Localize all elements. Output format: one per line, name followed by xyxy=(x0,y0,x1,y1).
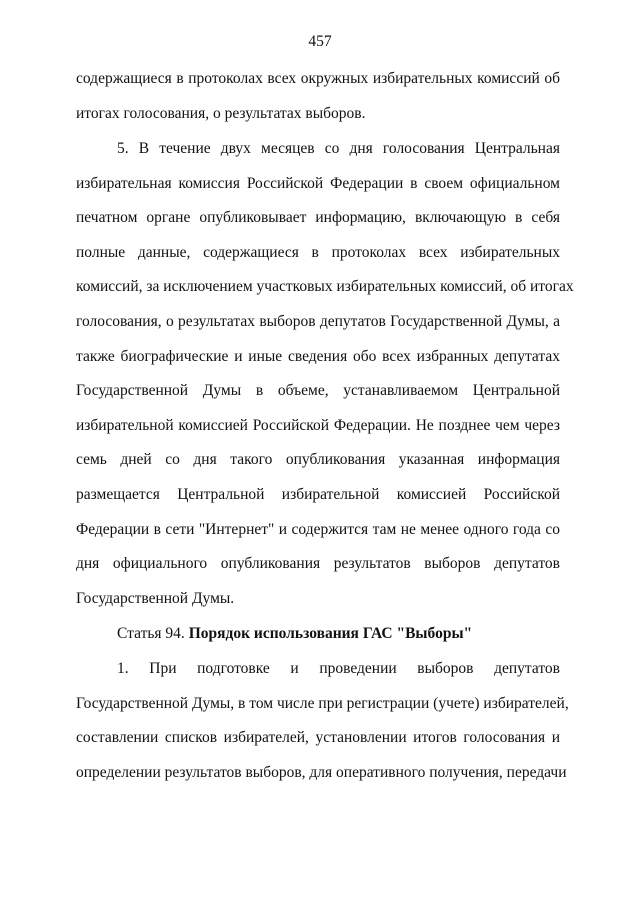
text-line: Федерации в сети "Интернет" и содержится там не менее одного года со xyxy=(76,520,560,538)
text-line: 1. При подготовке и проведении выборов депутатов xyxy=(117,660,560,677)
text-line: полные данные, содержащиеся в протоколах всех избирательных xyxy=(76,243,560,261)
text-line: Государственной Думы. xyxy=(76,589,235,607)
text-line: комиссий, за исключением участковых избирательных комиссий, об итогах xyxy=(76,278,574,296)
text-line: избирательная комиссия Российской Федерации в своем официальном xyxy=(76,174,560,192)
text-line: Государственной Думы в объеме, устанавливаемом Центральной xyxy=(76,382,560,400)
text-line: голосования, о результатах выборов депутатов Государственной Думы, а xyxy=(76,312,560,330)
text-line: дня официального опубликования результатов выборов депутатов xyxy=(76,555,560,573)
article-heading-line xyxy=(76,617,560,652)
text-line: избирательной комиссией Российской Федерации. Не позднее чем через xyxy=(76,416,560,434)
text-line: 5. В течение двух месяцев со дня голосования Центральная xyxy=(117,140,560,157)
text-line: итогах голосования, о результатах выборов. xyxy=(76,104,366,122)
article-heading xyxy=(76,617,560,652)
article-title: Порядок использования ГАС "Выборы" xyxy=(188,625,473,642)
paragraph-1 xyxy=(76,652,569,790)
text-line: составлении списков избирателей, установлении итогов голосования и xyxy=(76,729,560,747)
page-number: 457 xyxy=(308,33,332,50)
text-line: семь дней со дня такого опубликования указанная информация xyxy=(76,451,560,469)
text-line: размещается Центральной избирательной комиссией Российской xyxy=(76,485,560,503)
paragraph-5 xyxy=(76,132,574,616)
paragraph-continued xyxy=(76,62,560,131)
text-line: печатном органе опубликовывает информацию, включающую в себя xyxy=(76,209,560,227)
article-number: Статья 94. xyxy=(117,625,185,642)
text-line: определении результатов выборов, для оперативного получения, передачи xyxy=(76,763,567,781)
text-line: также биографические и иные сведения обо всех избранных депутатах xyxy=(76,347,560,365)
text-line: содержащиеся в протоколах всех окружных избирательных комиссий об xyxy=(76,70,560,87)
text-line: Государственной Думы, в том числе при регистрации (учете) избирателей, xyxy=(76,694,569,712)
